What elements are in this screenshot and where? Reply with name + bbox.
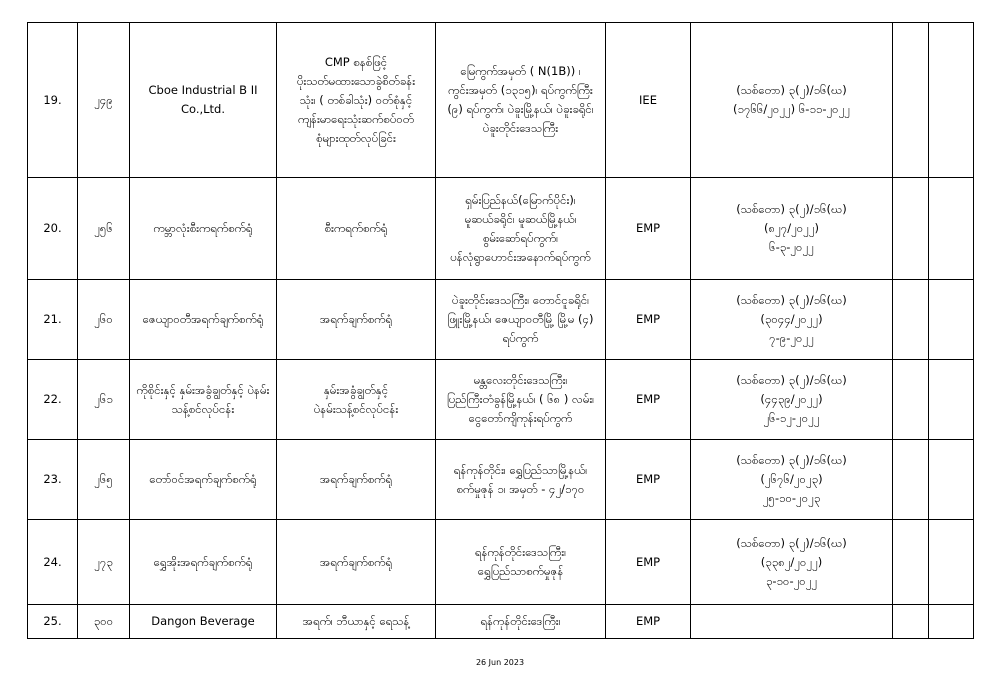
assessment-type: EMP: [606, 605, 691, 639]
empty-cell: [893, 178, 929, 280]
project-location-line: ရန်ကုန်တိုင်း၊ ရွှေပြည်သာမြို့နယ်၊: [453, 462, 588, 477]
business-type-line: စီးကရက်စက်ရုံ: [324, 221, 388, 235]
row-sequence-number: 20.: [28, 178, 78, 280]
assessment-type: IEE: [606, 23, 691, 178]
empty-cell: [929, 520, 974, 605]
row-sequence-number: 19.: [28, 23, 78, 178]
permit-reference-line: (သစ်တော) ၃(၂)/၁၆(ဃ): [736, 453, 847, 467]
row-entry-number: ၂၇၃: [78, 520, 130, 605]
empty-cell: [929, 280, 974, 360]
table-row: [28, 605, 974, 639]
row-entry-number: ၂၆၅: [78, 440, 130, 520]
business-type-line: အရက်ချက်စက်ရုံ: [319, 472, 393, 486]
footer-date: 26 Jun 2023: [475, 658, 525, 667]
business-type-line: အရက်ချက်စက်ရုံ: [319, 554, 393, 569]
permit-reference-line: ၃-၁၀-၂၀၂၂: [765, 573, 818, 588]
row-sequence-number: 25.: [28, 605, 78, 639]
business-type-line: အရက်ချက်စက်ရုံ: [319, 312, 393, 326]
permit-reference: [691, 178, 893, 280]
project-location-line: ပဲခူးတိုင်းဒေသကြီး: [482, 121, 559, 135]
table-row: [28, 23, 974, 178]
permit-table: [27, 22, 974, 639]
table-row: [28, 520, 974, 605]
project-location-line: ရှမ်းပြည်နယ်(မြောက်ပိုင်း)၊: [465, 192, 576, 207]
project-location-line: ရန်ကုန်တိုင်းဒေကြီး၊: [480, 614, 561, 628]
empty-cell: [893, 360, 929, 440]
assessment-type: EMP: [606, 440, 691, 520]
business-type: [277, 23, 436, 178]
business-type: [277, 440, 436, 520]
permit-reference: [691, 23, 893, 178]
row-sequence-number: 21.: [28, 280, 78, 360]
permit-reference-line: ၂၆-၁၂-၂၀၂၂: [763, 411, 820, 425]
permit-reference-line: (၄၄၃၉/၂၀၂၂): [760, 392, 823, 406]
empty-cell: [893, 440, 929, 520]
permit-reference-line: (၂၆၇၆/၂၀၂၃): [760, 472, 823, 486]
business-type: [277, 280, 436, 360]
business-type-line: စုံများထုတ်လုပ်ခြင်း: [316, 130, 396, 145]
business-type-line: ကျန်းမာရေးသုံးဆက်စပ်ဝတ်: [297, 111, 415, 126]
assessment-type: EMP: [606, 520, 691, 605]
empty-cell: [929, 178, 974, 280]
project-location: [436, 440, 606, 520]
business-type-line: သုံး၊ ( တစ်ခါသုံး) ဝတ်စုံနှင့်: [299, 92, 413, 107]
project-location-line: စွမ်းဆော်ရပ်ကွက်၊: [482, 230, 559, 245]
permit-reference-line: (၁၇၆၆/၂၀၂၂) ၆-၁၁-၂၀၂၂: [733, 102, 850, 116]
row-sequence-number: 22.: [28, 360, 78, 440]
permit-reference: [691, 280, 893, 360]
project-location-line: ငွေတော်ကျိကုန်းရပ်ကွက်: [468, 411, 573, 425]
project-location-line: မန္တလေးတိုင်းဒေသကြီး၊: [473, 373, 568, 387]
permit-reference-line: ၇-၉-၂၀၂၂: [769, 331, 814, 345]
permit-reference-line: (၃၃၈၂/၂၀၂၂): [760, 554, 823, 569]
business-type: [277, 520, 436, 605]
empty-cell: [893, 23, 929, 178]
empty-cell: [893, 520, 929, 605]
permit-reference: [691, 360, 893, 440]
project-location-line: ရပ်ကွက်: [502, 331, 539, 345]
permit-reference-line: (သစ်တော) ၃(၂)/၁၆(ဃ): [736, 202, 847, 216]
row-entry-number: ၃၀၀: [78, 605, 130, 639]
table-row: [28, 440, 974, 520]
permit-reference-line: (သစ်တော) ၃(၂)/၁၆(ဃ): [736, 535, 847, 550]
company-name: ရွှေအိုးအရက်ချက်စက်ရုံ: [130, 520, 277, 605]
project-location-line: ပန်လုံရွာဟောင်းအနောက်ရပ်ကွက်: [450, 249, 591, 264]
project-location: [436, 280, 606, 360]
business-type: [277, 178, 436, 280]
project-location-line: ကွင်းအမှတ် (၁၃၁၅)၊ ရပ်ကွက်ကြီး: [448, 83, 593, 97]
permit-reference-line: ၆-၃-၂၀၂၂: [769, 240, 814, 254]
table-row: [28, 360, 974, 440]
table-row: [28, 178, 974, 280]
empty-cell: [929, 440, 974, 520]
row-entry-number: ၂၆၀: [78, 280, 130, 360]
permit-reference-line: (၃၀၄၄/၂၀၂၂): [760, 312, 823, 326]
permit-reference: [691, 520, 893, 605]
project-location: [436, 178, 606, 280]
permit-reference-line: (သစ်တော) ၃(၂)/၁၆(ဃ): [736, 373, 847, 387]
row-entry-number: ၂၆၁: [78, 360, 130, 440]
empty-cell: [929, 360, 974, 440]
permit-reference-line: ၂၅-၁၀-၂၀၂၃: [762, 491, 821, 505]
row-sequence-number: 23.: [28, 440, 78, 520]
project-location-line: စက်မှုဇုန် ၁၊ အမှတ် - ၄၂/၁၇၀: [456, 481, 585, 496]
business-type-line: နှမ်းအခွံချွတ်နှင့်: [323, 382, 389, 397]
empty-cell: [929, 605, 974, 639]
business-type: [277, 360, 436, 440]
assessment-type: EMP: [606, 280, 691, 360]
row-entry-number: ၂၅၆: [78, 178, 130, 280]
assessment-type: EMP: [606, 360, 691, 440]
permit-reference-line: (သစ်တော) ၃(၂)/၁၆(ဃ): [736, 83, 847, 97]
assessment-type: EMP: [606, 178, 691, 280]
company-name: Dangon Beverage: [130, 605, 277, 639]
business-type-line: CMP စနစ်ဖြင့်: [324, 54, 388, 69]
project-location-line: ဖြူးမြို့နယ်၊ ဇေယျာဝတီမြို့ မြို့မ (၄): [447, 312, 594, 326]
project-location-line: မြေကွက်အမှတ် ( N(1B)) ၊: [460, 64, 581, 78]
permit-reference: [691, 605, 893, 639]
empty-cell: [893, 605, 929, 639]
company-name: ကမ္ဘာလုံးစီးကရက်စက်ရုံ: [130, 178, 277, 280]
permit-reference-line: (သစ်တော) ၃(၂)/၁၆(ဃ): [736, 293, 847, 307]
permit-reference-line: (၈၂၇/၂၀၂၂): [764, 221, 819, 235]
project-location: [436, 360, 606, 440]
company-name: ကိုစိုင်းနှင့် နှမ်းအခွံချွတ်နှင့် ပဲနမ်းသန့်စင်လုပ်ငန်း: [130, 360, 277, 440]
project-location: [436, 23, 606, 178]
table-row: [28, 280, 974, 360]
business-type-line: ပိုးသတ်မထားသောခွဲစိတ်ခန်း: [296, 73, 416, 88]
project-location: [436, 605, 606, 639]
row-entry-number: ၂၄၉: [78, 23, 130, 178]
empty-cell: [929, 23, 974, 178]
project-location-line: ပြည်ကြီးတံခွန်မြို့နယ်၊ ( ၆၈ ) လမ်း၊: [446, 392, 595, 406]
project-location-line: ပဲခူးတိုင်းဒေသကြီး၊ တောင်ငူခရိုင်၊: [451, 293, 590, 307]
empty-cell: [893, 280, 929, 360]
project-location-line: ရန်ကုန်တိုင်းဒေသကြီး၊: [474, 545, 567, 559]
business-type: [277, 605, 436, 639]
company-name: ဇေယျာဝတီအရက်ချက်စက်ရုံ: [130, 280, 277, 360]
project-location-line: ရွှေပြည်သာစက်မှုဇုန်: [477, 564, 564, 578]
business-type-line: အရက်၊ ဘီယာနှင့် ရေသန့်: [302, 614, 410, 628]
project-location-line: (၉) ရပ်ကွက်၊ ပဲခူးမြို့နယ်၊ ပဲခူးခရိုင်၊: [447, 102, 594, 116]
project-location: [436, 520, 606, 605]
company-name: တော်ဝင်အရက်ချက်စက်ရုံ: [130, 440, 277, 520]
company-name: Cboe Industrial B II Co.,Ltd.: [130, 23, 277, 178]
permit-reference: [691, 440, 893, 520]
row-sequence-number: 24.: [28, 520, 78, 605]
table-body: [28, 23, 974, 639]
business-type-line: ပဲနမ်းသန့်စင်လုပ်ငန်း: [313, 401, 399, 416]
project-location-line: မူဆယ်ခရိုင်၊ မူဆယ်မြို့နယ်၊: [464, 211, 577, 226]
